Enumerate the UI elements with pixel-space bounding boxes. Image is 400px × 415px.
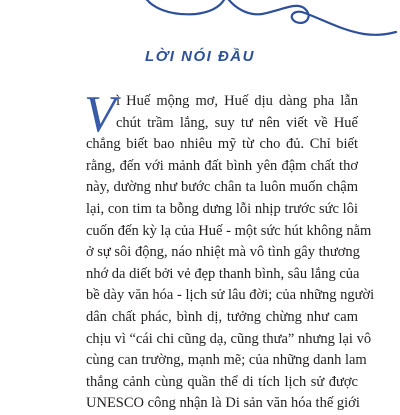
text-line: nhớ da diết bởi vẻ đẹp thanh bình, sâu lắng của bbox=[86, 265, 360, 282]
text-line: bề dày văn hóa - lịch sử lâu đời; của những người bbox=[86, 287, 375, 304]
text-line: cuốn đến kỳ lạ của Huế - một sức hút không nằm bbox=[86, 222, 372, 239]
text-line: chẳng biết bao nhiêu mỹ từ cho đủ. Chỉ biết bbox=[86, 136, 358, 153]
text-line: dân chất phác, bình dị, tưởng chừng như cam bbox=[86, 308, 358, 325]
section-heading: LỜI NÓI ĐẦU bbox=[145, 48, 255, 65]
text-line: chịu vì “cái chi cũng dạ, cũng thưa” nhưng lại vô bbox=[86, 330, 372, 347]
text-line: rằng, đến với mảnh đất bình yên đậm chất thơ bbox=[86, 157, 358, 174]
text-line: cùng can trường, mạnh mẽ; của những danh lam bbox=[86, 352, 367, 369]
text-line: ì Huế mộng mơ, Huế dịu dàng pha lẫn bbox=[116, 93, 358, 109]
text-line: UNESCO công nhận là Di sản văn hóa thế giới bbox=[86, 395, 360, 412]
text-line: này, dường như bước chân ta luôn muốn chậm bbox=[86, 179, 358, 196]
body-text bbox=[84, 86, 375, 415]
text-line: chút trầm lắng, suy tư nên viết về Huế bbox=[116, 114, 358, 131]
text-line: lại, con tim ta bỗng dưng lỗi nhịp trước sức lôi bbox=[86, 200, 358, 217]
text-line: ở sự sôi động, náo nhiệt mà vô tình gây thương bbox=[86, 244, 360, 261]
text-line: thắng cảnh cùng quần thể di tích lịch sử được bbox=[86, 373, 358, 390]
drop-cap: V bbox=[84, 86, 116, 143]
